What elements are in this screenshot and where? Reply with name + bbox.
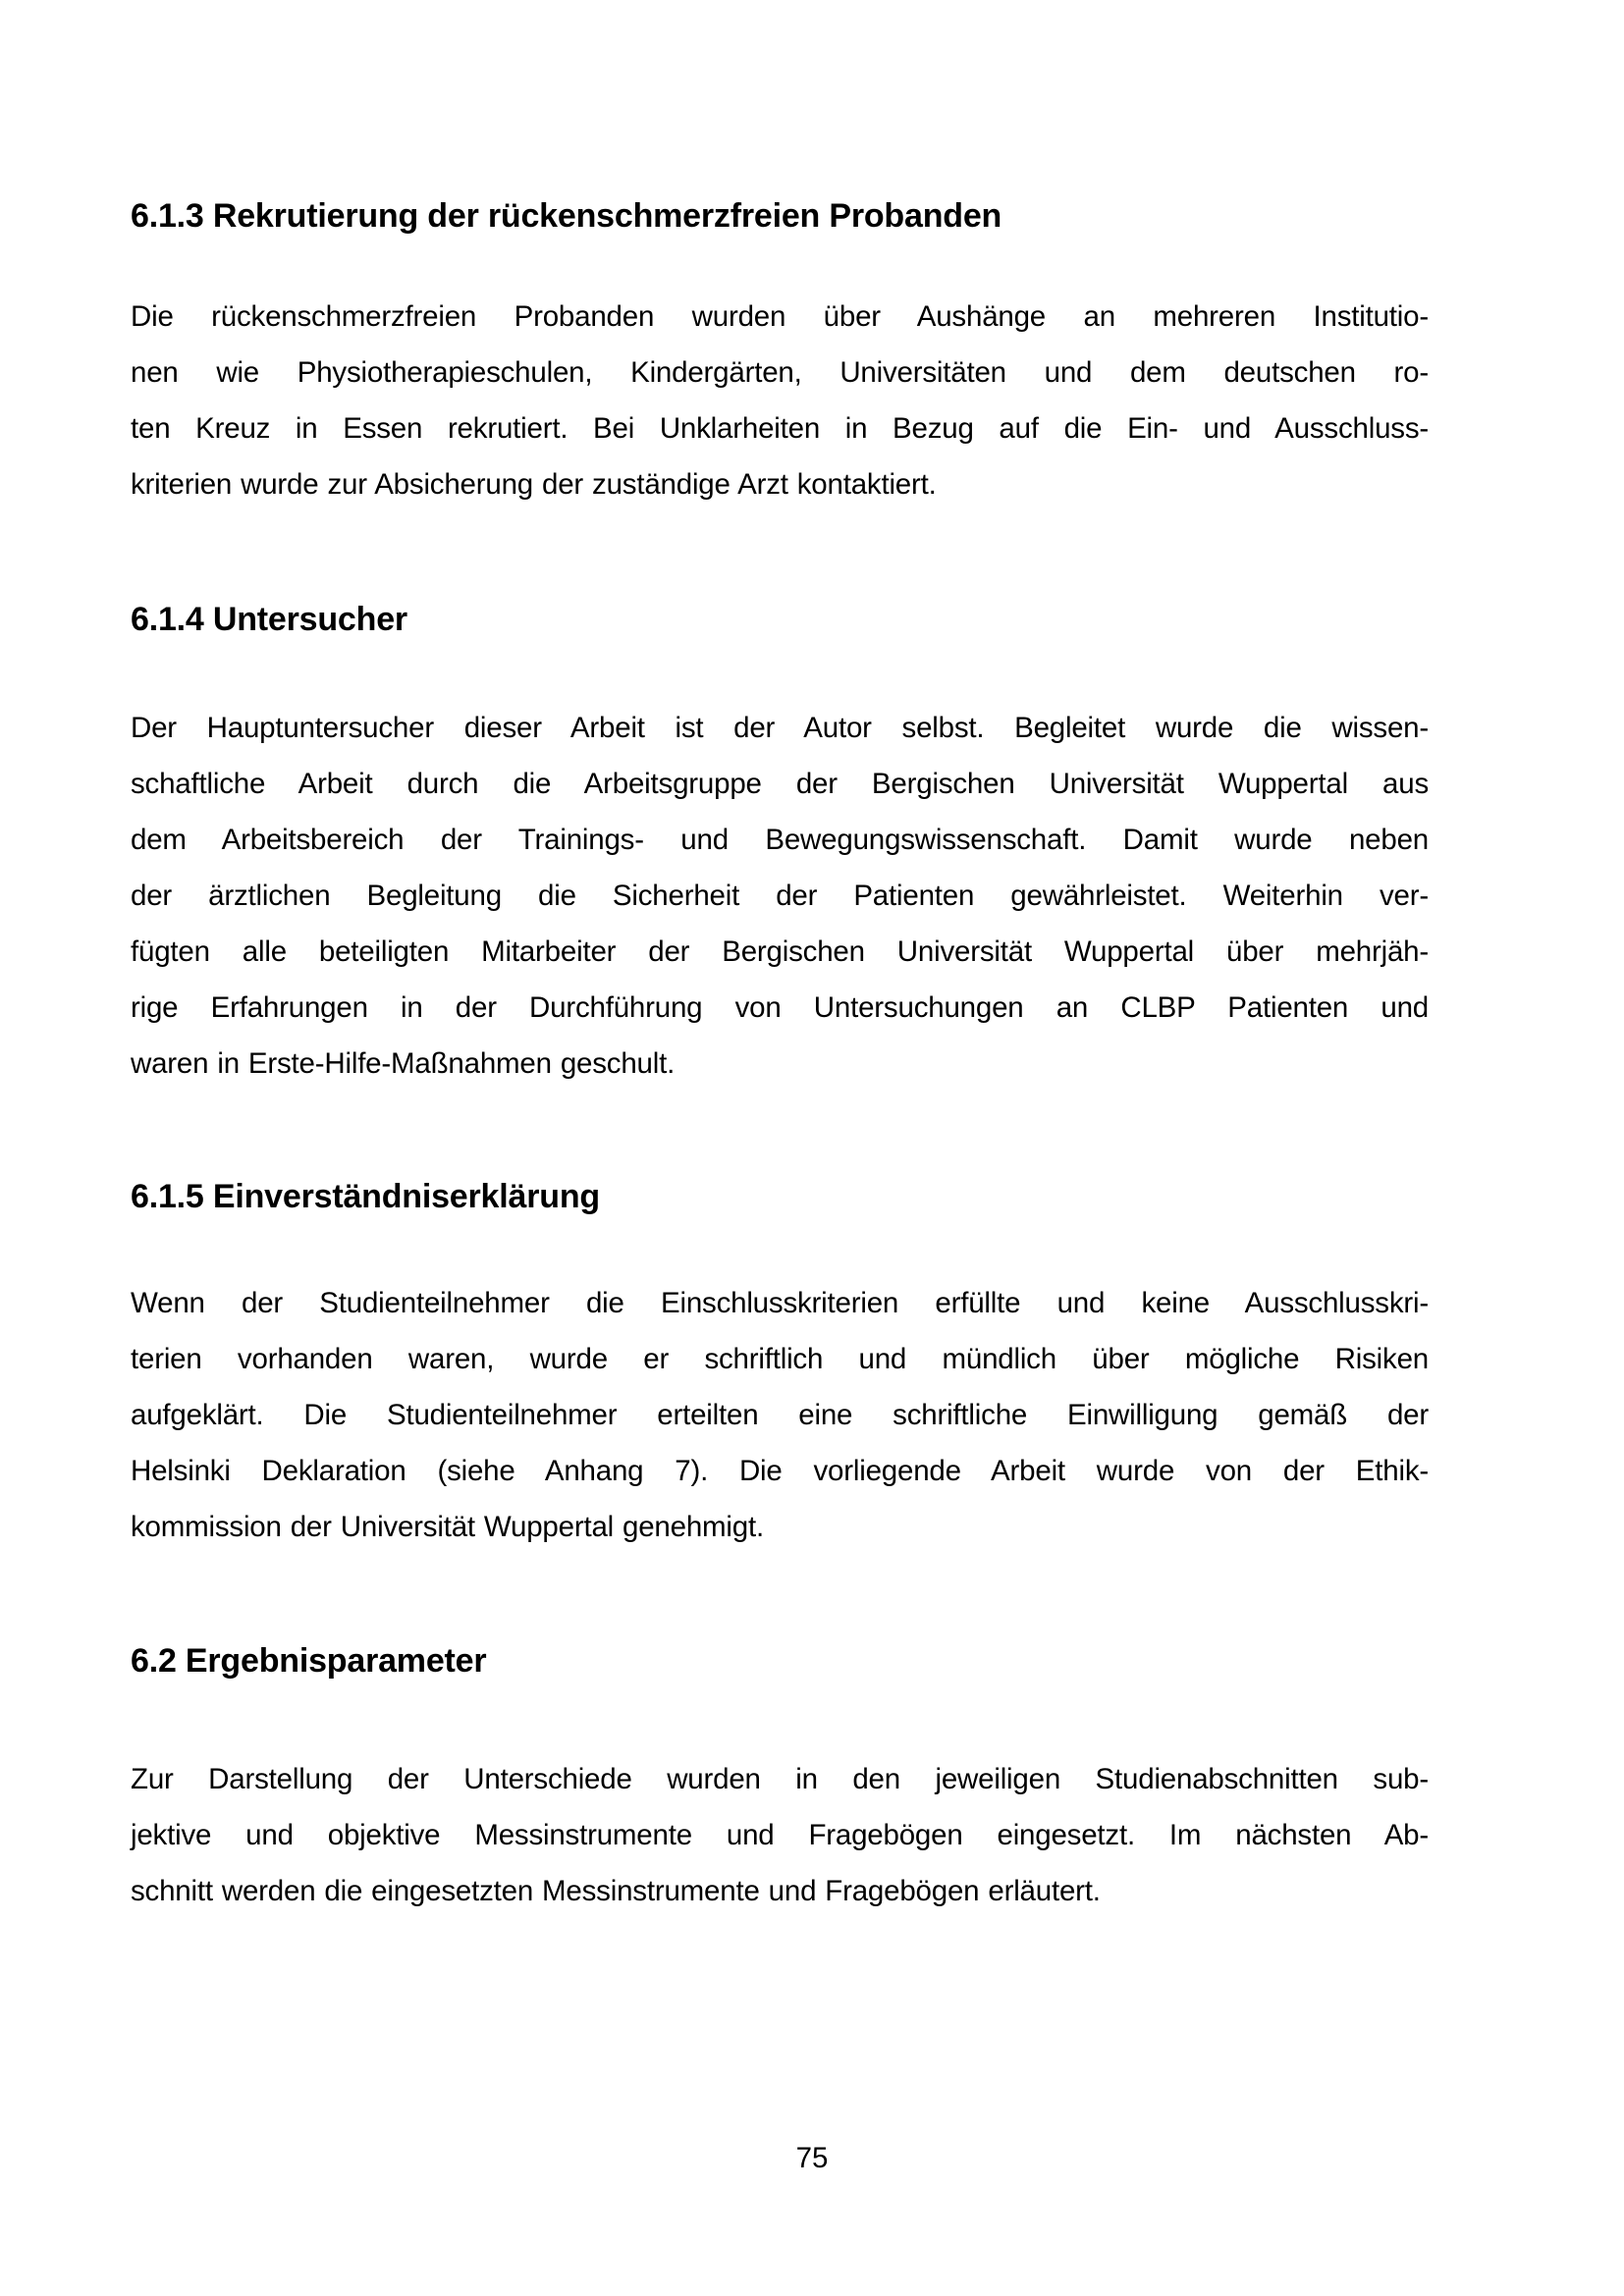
paragraph-line: schaftliche Arbeit durch die Arbeitsgruppe der Bergischen Universität Wuppertal aus bbox=[131, 768, 1429, 800]
section-heading-6-1-3: 6.1.3 Rekrutierung der rückenschmerzfreien Probanden bbox=[131, 197, 1002, 235]
paragraph-line: dem Arbeitsbereich der Trainings- und Bewegungswissenschaft. Damit wurde neben bbox=[131, 824, 1429, 856]
paragraph-line: Helsinki Deklaration (siehe Anhang 7). Die vorliegende Arbeit wurde von der Ethik- bbox=[131, 1455, 1429, 1487]
paragraph-line: jektive und objektive Messinstrumente und Fragebögen eingesetzt. Im nächsten Ab- bbox=[131, 1819, 1429, 1851]
paragraph-line: waren in Erste-Hilfe-Maßnahmen geschult. bbox=[131, 1047, 676, 1080]
paragraph-line: fügten alle beteiligten Mitarbeiter der Bergischen Universität Wuppertal über mehrjäh- bbox=[131, 935, 1429, 968]
paragraph-line: nen wie Physiotherapieschulen, Kindergärten, Universitäten und dem deutschen ro- bbox=[131, 356, 1429, 389]
paragraph-line: Die rückenschmerzfreien Probanden wurden über Aushänge an mehreren Institutio- bbox=[131, 300, 1429, 333]
paragraph-line: Wenn der Studienteilnehmer die Einschlusskriterien erfüllte und keine Ausschlusskri- bbox=[131, 1287, 1429, 1319]
paragraph-line: ten Kreuz in Essen rekrutiert. Bei Unklarheiten in Bezug auf die Ein- und Ausschluss- bbox=[131, 412, 1429, 445]
paragraph-6-1-5 bbox=[131, 1275, 1429, 1555]
paragraph-line: terien vorhanden waren, wurde er schriftlich und mündlich über mögliche Risiken bbox=[131, 1343, 1429, 1375]
section-heading-6-1-4: 6.1.4 Untersucher bbox=[131, 601, 407, 638]
paragraph-line: kommission der Universität Wuppertal genehmigt. bbox=[131, 1511, 764, 1543]
paragraph-line: schnitt werden die eingesetzten Messinstrumente und Fragebögen erläutert. bbox=[131, 1875, 1101, 1907]
section-heading-6-2: 6.2 Ergebnisparameter bbox=[131, 1642, 487, 1680]
section-heading-6-1-5: 6.1.5 Einverständniserklärung bbox=[131, 1178, 600, 1215]
paragraph-line: der ärztlichen Begleitung die Sicherheit der Patienten gewährleistet. Weiterhin ver- bbox=[131, 880, 1429, 912]
paragraph-line: kriterien wurde zur Absicherung der zuständige Arzt kontaktiert. bbox=[131, 468, 937, 501]
paragraph-line: aufgeklärt. Die Studienteilnehmer erteilten eine schriftliche Einwilligung gemäß der bbox=[131, 1399, 1429, 1431]
paragraph-6-1-3 bbox=[131, 289, 1429, 512]
paragraph-6-1-4 bbox=[131, 700, 1429, 1092]
paragraph-line: rige Erfahrungen in der Durchführung von Untersuchungen an CLBP Patienten und bbox=[131, 991, 1429, 1024]
page-number: 75 bbox=[795, 2142, 829, 2174]
paragraph-6-2 bbox=[131, 1751, 1429, 1919]
paragraph-line: Zur Darstellung der Unterschiede wurden in den jeweiligen Studienabschnitten sub- bbox=[131, 1763, 1429, 1795]
paragraph-line: Der Hauptuntersucher dieser Arbeit ist der Autor selbst. Begleitet wurde die wissen- bbox=[131, 712, 1429, 744]
